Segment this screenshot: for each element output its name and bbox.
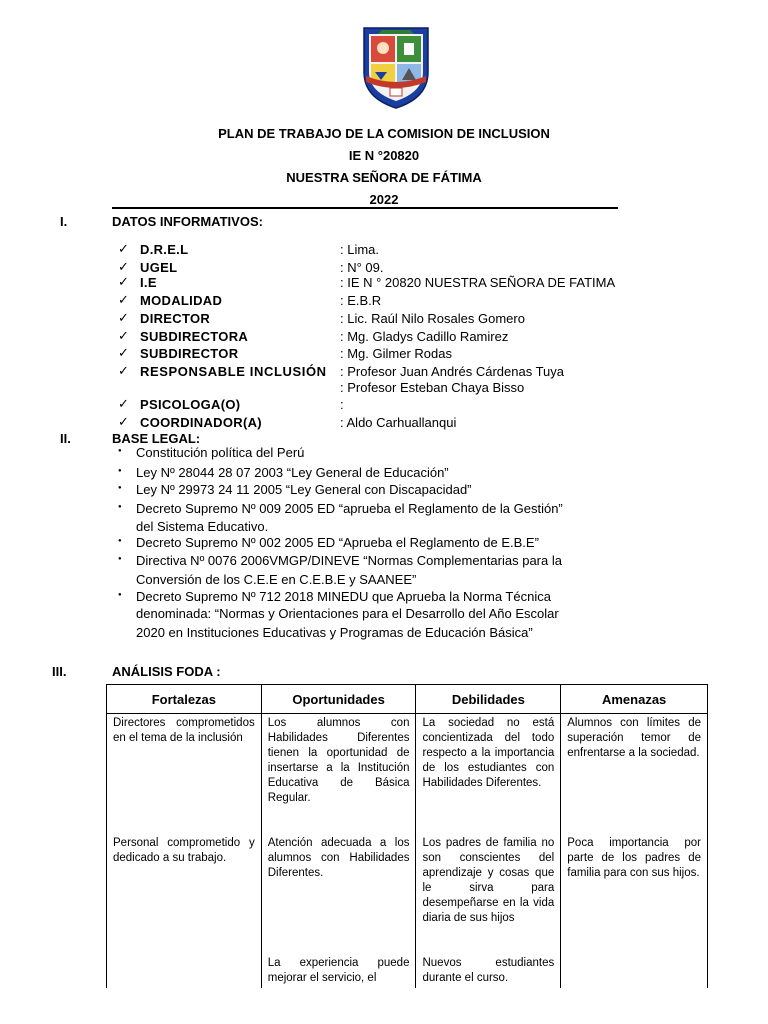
- section-number: III.: [52, 664, 67, 679]
- bullet-icon: ●: [118, 485, 122, 491]
- table-row: [107, 714, 708, 809]
- info-value: : Mg. Gladys Cadillo Ramirez: [340, 329, 509, 344]
- section-title: DATOS INFORMATIVOS:: [112, 214, 263, 229]
- info-label: I.E: [140, 275, 157, 290]
- document-title: PLAN DE TRABAJO DE LA COMISION DE INCLUSION: [218, 126, 550, 141]
- school-crest-logo: [362, 26, 430, 110]
- table-cell: Poca importancia por parte de los padres de familia para con sus hijos.: [561, 834, 708, 928]
- info-label: UGEL: [140, 260, 178, 275]
- bullet-icon: ●: [118, 448, 122, 454]
- info-value: : N° 09.: [340, 260, 384, 275]
- table-cell: Nuevos estudiantes durante el curso.: [416, 954, 561, 988]
- check-icon: ✓: [118, 241, 129, 256]
- info-value: : Profesor Esteban Chaya Bisso: [340, 380, 525, 395]
- legal-item-continuation: denominada: “Normas y Orientaciones para el Desarrollo del Año Escolar: [136, 606, 559, 621]
- legal-item-continuation: del Sistema Educativo.: [136, 519, 269, 534]
- table-cell: [107, 954, 262, 988]
- check-icon: ✓: [118, 328, 129, 343]
- legal-item-continuation: Conversión de los C.E.E en C.E.B.E y SAANEE”: [136, 572, 417, 587]
- table-spacer-row: [107, 808, 708, 834]
- school-name: NUESTRA SEÑORA DE FÁTIMA: [286, 170, 482, 185]
- info-label: RESPONSABLE INCLUSIÓN: [140, 364, 327, 379]
- info-row: [118, 242, 678, 259]
- info-row: [118, 275, 678, 292]
- info-row: [118, 293, 678, 310]
- header-debilidades: Debilidades: [416, 685, 561, 714]
- section-number: II.: [60, 431, 71, 446]
- info-label: SUBDIRECTOR: [140, 346, 239, 361]
- table-cell: Alumnos con límites de superación temor de enfrentarse a la sociedad.: [561, 714, 708, 809]
- table-cell: Directores comprometidos en el tema de la inclusión: [107, 714, 262, 809]
- table-cell: Atención adecuada a los alumnos con Habilidades Diferentes.: [261, 834, 416, 928]
- info-value: : IE N ° 20820 NUESTRA SEÑORA DE FATIMA: [340, 275, 616, 290]
- document-year: 2022: [369, 192, 399, 207]
- table-row: [107, 834, 708, 928]
- info-label: DIRECTOR: [140, 311, 211, 326]
- legal-item-continuation: 2020 en Instituciones Educativas y Programas de Educación Básica”: [136, 625, 533, 640]
- check-icon: ✓: [118, 414, 129, 429]
- table-spacer-row: [107, 928, 708, 954]
- info-label: COORDINADOR(A): [140, 415, 262, 430]
- check-icon: ✓: [118, 259, 129, 274]
- info-label: D.R.E.L: [140, 242, 189, 257]
- title-underline: [112, 207, 618, 209]
- header-fortalezas: Fortalezas: [107, 685, 262, 714]
- info-value: : Lima.: [340, 242, 380, 257]
- foda-table: [106, 684, 708, 988]
- table-cell: [561, 954, 708, 988]
- info-row: [118, 397, 678, 414]
- info-row: [118, 380, 678, 397]
- check-icon: ✓: [118, 274, 129, 289]
- bullet-icon: ●: [118, 592, 122, 598]
- info-row: [118, 415, 678, 432]
- info-label: MODALIDAD: [140, 293, 223, 308]
- school-code: IE N °20820: [348, 148, 420, 163]
- bullet-icon: ●: [118, 538, 122, 544]
- check-icon: ✓: [118, 310, 129, 325]
- info-value: : Lic. Raúl Nilo Rosales Gomero: [340, 311, 525, 326]
- header-oportunidades: Oportunidades: [261, 685, 416, 714]
- info-row: [118, 311, 678, 328]
- section-number: I.: [60, 214, 68, 229]
- info-row: [118, 329, 678, 346]
- table-cell: Personal comprometido y dedicado a su trabajo.: [107, 834, 262, 928]
- info-label: PSICOLOGA(O): [140, 397, 241, 412]
- table-row: [107, 954, 708, 988]
- info-row: [118, 364, 678, 381]
- info-value: : E.B.R: [340, 293, 382, 308]
- table-cell: Los alumnos con Habilidades Diferentes tienen la oportunidad de insertarse a la Institución Educativa de Básica Regular.: [261, 714, 416, 809]
- info-value: : Mg. Gilmer Rodas: [340, 346, 452, 361]
- section-title: ANÁLISIS FODA :: [112, 664, 221, 679]
- info-value: : Aldo Carhuallanqui: [340, 415, 457, 430]
- table-cell: Los padres de familia no son conscientes del aprendizaje y cosas que le sirva para desempeñarse en la vida diaria de sus hijos: [416, 834, 561, 928]
- table-cell: La sociedad no está concientizada del todo respecto a la importancia de los estudiantes con Habilidades Diferentes.: [416, 714, 561, 809]
- foda-header-row: [107, 685, 708, 714]
- info-value: : Profesor Juan Andrés Cárdenas Tuya: [340, 364, 565, 379]
- bullet-icon: ●: [118, 468, 122, 474]
- header-amenazas: Amenazas: [561, 685, 708, 714]
- check-icon: ✓: [118, 345, 129, 360]
- bullet-icon: ●: [118, 504, 122, 510]
- bullet-icon: ●: [118, 556, 122, 562]
- check-icon: ✓: [118, 363, 129, 378]
- info-label: SUBDIRECTORA: [140, 329, 249, 344]
- table-cell: La experiencia puede mejorar el servicio, el: [261, 954, 416, 988]
- info-row: [118, 346, 678, 363]
- section-title: BASE LEGAL:: [112, 431, 201, 446]
- check-icon: ✓: [118, 396, 129, 411]
- check-icon: ✓: [118, 292, 129, 307]
- info-value: :: [340, 397, 344, 412]
